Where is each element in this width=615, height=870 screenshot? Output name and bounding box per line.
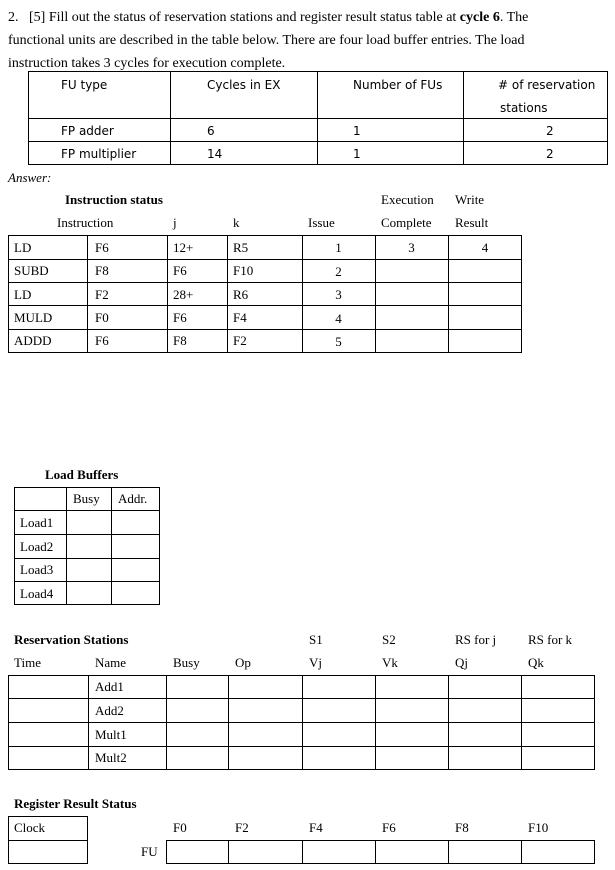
question-number: 2. [8, 10, 19, 25]
load-grid-rule [14, 581, 160, 582]
load-grid-rule [66, 487, 67, 605]
col-j: j [173, 215, 177, 230]
instruction-grid-rule [8, 282, 522, 283]
question-line-end: . The [499, 10, 529, 25]
load-grid-rule [14, 558, 160, 559]
rs-row-name: Add2 [95, 703, 124, 718]
register-fu-rule [375, 840, 376, 864]
fu-row-stations: 2 [546, 147, 554, 161]
instr-j: F8 [173, 333, 187, 348]
register-label: F8 [455, 820, 469, 835]
fu-header-stations: # of reservation [498, 78, 596, 92]
register-fu-rule [228, 840, 229, 864]
instr-dest: F6 [95, 240, 109, 255]
register-label: F0 [173, 820, 187, 835]
instr-k: R6 [233, 287, 249, 302]
fu-header-type: FU type [61, 78, 108, 92]
instr-issue: 5 [335, 334, 342, 349]
instruction-grid-rule [8, 329, 522, 330]
rs-col-name: Name [95, 655, 127, 670]
instr-dest: F2 [95, 287, 109, 302]
rs-row-name: Mult2 [95, 750, 127, 765]
instr-op: MULD [14, 310, 53, 325]
rs-row-name: Add1 [95, 679, 124, 694]
question-line-2: functional units are described in the table below. There are four load buffer entries. The load [8, 33, 525, 48]
instr-issue: 4 [335, 311, 342, 326]
rs-col-busy: Busy [173, 655, 200, 670]
rs-grid-rule [88, 675, 89, 770]
col-exec-bottom: Complete [381, 215, 432, 230]
instruction-grid-rule [8, 305, 522, 306]
rs-col-time: Time [14, 655, 41, 670]
rs-grid-rule [166, 675, 167, 770]
fu-row-count: 1 [353, 147, 361, 161]
rs-col-vk: Vk [382, 655, 398, 670]
fu-table-rule [317, 71, 318, 165]
question-text [8, 6, 608, 75]
instr-op: SUBD [14, 263, 49, 278]
rs-s1: S1 [309, 632, 323, 647]
col-write-top: Write [455, 192, 485, 207]
fu-row-count: 1 [353, 124, 361, 138]
instr-op: ADDD [14, 333, 52, 348]
rs-title: Reservation Stations [14, 632, 129, 647]
col-issue: Issue [308, 215, 335, 230]
fu-row-type: FP adder [61, 124, 114, 138]
instr-dest: F6 [95, 333, 109, 348]
instr-issue: 3 [335, 287, 342, 302]
instr-dest: F8 [95, 263, 109, 278]
load-row-name: Load4 [20, 586, 54, 601]
instruction-grid-rule [227, 235, 228, 353]
rs-col-vj: Vj [309, 655, 322, 670]
instr-k: R5 [233, 240, 249, 255]
load-col-addr: Addr. [118, 491, 148, 506]
rs-col-op: Op [235, 655, 251, 670]
rs-grid-rule [375, 675, 376, 770]
instr-j: F6 [173, 310, 187, 325]
instr-issue: 2 [335, 264, 342, 279]
instr-k: F4 [233, 310, 247, 325]
load-col-busy: Busy [73, 491, 100, 506]
instr-op: LD [14, 240, 32, 255]
instr-j: 12+ [173, 240, 194, 255]
load-grid-rule [14, 534, 160, 535]
col-exec-top: Execution [381, 192, 434, 207]
question-cycle: cycle 6 [459, 10, 500, 25]
register-fu-rule [521, 840, 522, 864]
question-line-3: instruction takes 3 cycles for execution complete. [8, 56, 286, 71]
rs-for-k: RS for k [528, 632, 573, 647]
rs-s2: S2 [382, 632, 396, 647]
fu-header-stations-2: stations [500, 101, 548, 115]
rs-grid-rule [228, 675, 229, 770]
register-label: F2 [235, 820, 249, 835]
clock-label: Clock [14, 820, 46, 835]
rs-for-j: RS for j [455, 632, 497, 647]
answer-label: Answer: [8, 170, 52, 185]
fu-row-cycles: 6 [207, 124, 215, 138]
load-grid-rule [111, 487, 112, 605]
instruction-grid-rule [87, 235, 88, 353]
rs-col-qk: Qk [528, 655, 544, 670]
fu-row-type: FP multiplier [61, 147, 137, 161]
col-write-bottom: Result [455, 215, 489, 230]
register-fu-row [166, 840, 595, 864]
register-fu-rule [302, 840, 303, 864]
fu-table-rule [463, 71, 464, 165]
instr-write: 4 [481, 240, 489, 255]
fu-header-cycles: Cycles in EX [207, 78, 281, 92]
register-label: F4 [309, 820, 323, 835]
col-instruction: Instruction [57, 215, 114, 230]
fu-table-rule [28, 141, 608, 142]
instr-issue: 1 [335, 240, 342, 255]
fu-row-cycles: 14 [207, 147, 223, 161]
fu-header-count: Number of FUs [353, 78, 443, 92]
instr-j: 28+ [173, 287, 194, 302]
instr-k: F2 [233, 333, 247, 348]
rs-row-name: Mult1 [95, 727, 127, 742]
rs-col-qj: Qj [455, 655, 468, 670]
rs-grid-rule [302, 675, 303, 770]
instr-op: LD [14, 287, 32, 302]
instruction-status-title: Instruction status [65, 192, 163, 207]
register-label: F6 [382, 820, 396, 835]
load-grid-rule [14, 510, 160, 511]
instruction-grid-rule [167, 235, 168, 353]
instr-j: F6 [173, 263, 187, 278]
col-k: k [233, 215, 240, 230]
instr-dest: F0 [95, 310, 109, 325]
rs-grid-rule [448, 675, 449, 770]
load-row-name: Load2 [20, 539, 54, 554]
register-status-title: Register Result Status [14, 796, 137, 811]
fu-table-rule [170, 71, 171, 165]
question-prompt: [5] Fill out the status of reservation stations and register result status table at [29, 10, 460, 25]
load-row-name: Load1 [20, 515, 54, 530]
instr-k: F10 [233, 263, 254, 278]
load-buffers-title: Load Buffers [45, 467, 119, 482]
fu-table-rule [28, 118, 608, 119]
fu-row-stations: 2 [546, 124, 554, 138]
rs-grid-rule [521, 675, 522, 770]
clock-box-rule [8, 840, 88, 841]
load-row-name: Load3 [20, 562, 54, 577]
instruction-grid-rule [8, 259, 522, 260]
instr-exec: 3 [408, 240, 415, 255]
register-fu-rule [448, 840, 449, 864]
register-label: F10 [528, 820, 549, 835]
fu-row-label: FU [141, 844, 158, 859]
